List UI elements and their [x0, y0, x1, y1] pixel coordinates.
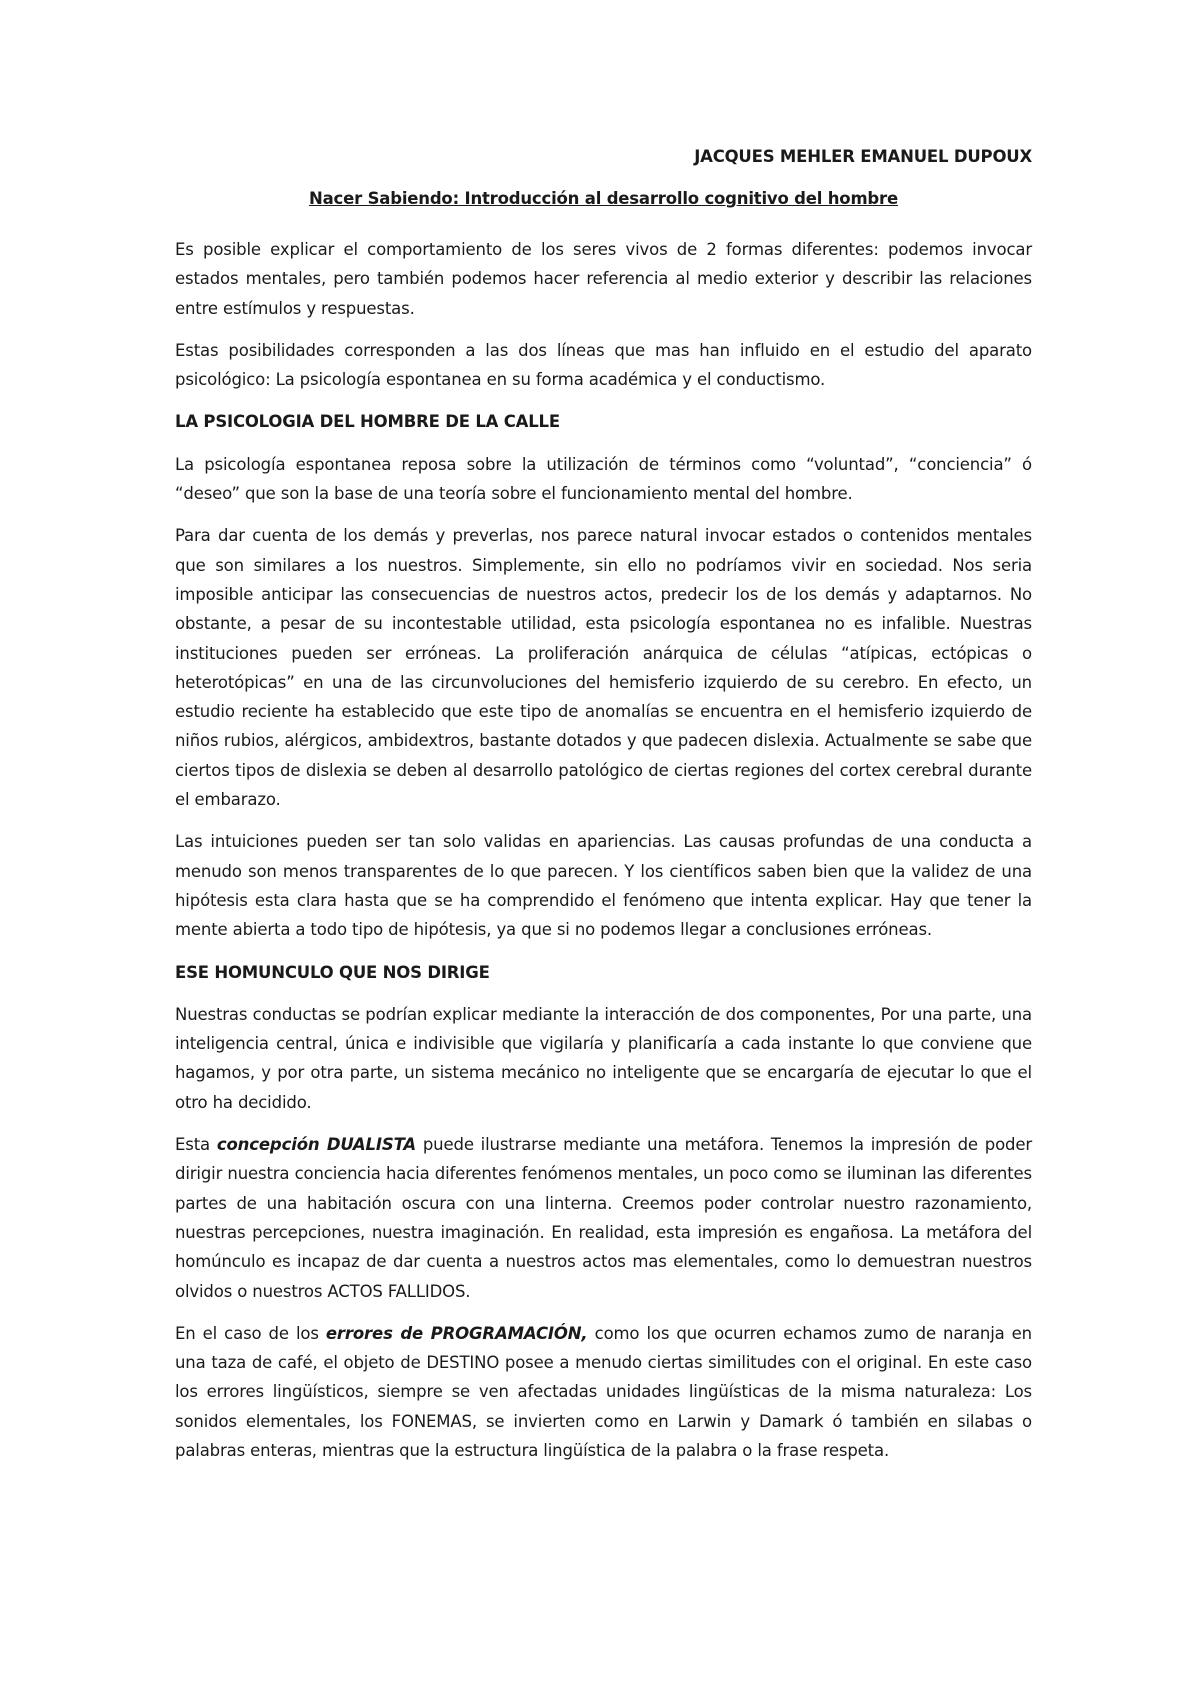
section-heading-psicologia: LA PSICOLOGIA DEL HOMBRE DE LA CALLE — [175, 412, 560, 432]
paragraph-1: Es posible explicar el comportamiento de los seres vivos de 2 formas diferentes: podemos invocar estados mentales, pero también podemos hacer referencia al medio exterior y describir las relaciones entre estímulos y respuestas. — [175, 240, 1032, 318]
paragraph-6: Nuestras conductas se podrían explicar mediante la interacción de dos componentes, Por una parte, una inteligencia central, única e indivisible que vigilaría y planificaría a cada instante lo que conviene que hagamos, y por otra parte, un sistema mecánico no inteligente que se encargaría de ejecutar lo que el otro ha decidido. — [175, 1004, 1032, 1112]
paragraph-8-start: En el caso de los — [175, 1323, 326, 1343]
paragraph-2: Estas posibilidades corresponden a las dos líneas que mas han influido en el estudio del aparato psicológico: La psicología espontanea en su forma académica y el conductismo. — [175, 340, 1032, 390]
paragraph-3: La psicología espontanea reposa sobre la utilización de términos como “voluntad”, “conciencia” ó “deseo” que son la base de una teoría sobre el funcionamiento mental del hombre. — [175, 454, 1032, 504]
paragraph-7 — [175, 1130, 1032, 1306]
paragraph-4: Para dar cuenta de los demás y preverlas, nos parece natural invocar estados o contenidos mentales que son similares a los nuestros. Simplemente, sin ello no podríamos vivir en sociedad. Nos seria imposible anticipar las consecuencias de nuestros actos, predecir los de los demás y adaptarnos. No obstante, a pesar de su incontestable utilidad, esta psicología espontanea no es infalible. Nuestras instituciones pueden ser erróneas. La proliferación anárquica de células “atípicas, ectópicas o heterotópicas” en una de las circunvoluciones del hemisferio izquierdo de su cerebro. En efecto, un estudio reciente ha establecido que este tipo de anomalías se encuentra en el hemisferio izquierdo de niños rubios, alérgicos, ambidextros, bastante dotados y que padecen dislexia. Actualmente se sabe que ciertos tipos de dislexia se deben al desarrollo patológico de ciertas regiones del cortex cerebral durante el embarazo. — [175, 526, 1032, 810]
emphasis-concepcion-dualista: concepción DUALISTA — [216, 1135, 417, 1155]
paragraph-8 — [175, 1319, 1032, 1465]
document-page — [175, 0, 1032, 1698]
paragraph-7-rest: puede ilustrarse mediante una metáfora. Tenemos la impresión de poder dirigir nuestra conciencia hacia diferentes fenómenos mentales, un poco como se iluminan las diferentes partes de una habitación oscura con una linterna. Creemos poder controlar nuestro razonamiento, nuestras percepciones, nuestra imaginación. En realidad, esta impresión es engañosa. La metáfora del homúnculo es incapaz de dar cuenta a nuestros actos mas elementales, como lo demuestran nuestros olvidos o nuestros ACTOS FALLIDOS. — [175, 1135, 1032, 1301]
document-body — [175, 235, 1032, 1478]
paragraph-8-rest: como los que ocurren echamos zumo de naranja en una taza de café, el objeto de DESTINO posee a menudo ciertas similitudes con el original. En este caso los errores lingüísticos, siempre se ven afectadas unidades lingüísticas de la misma naturaleza: Los sonidos elementales, los FONEMAS, se invierten como en Larwin y Damark ó también en silabas o palabras enteras, mientras que la estructura lingüística de la palabra o la frase respeta. — [175, 1323, 1032, 1460]
paragraph-5: Las intuiciones pueden ser tan solo validas en apariencias. Las causas profundas de una conducta a menudo son menos transparentes de lo que parecen. Y los científicos saben bien que la validez de una hipótesis esta clara hasta que se ha comprendido el fenómeno que intenta explicar. Hay que tener la mente abierta a todo tipo de hipótesis, ya que si no podemos llegar a conclusiones erróneas. — [175, 832, 1032, 940]
paragraph-7-start: Esta — [175, 1135, 217, 1155]
section-heading-homunculo: ESE HOMUNCULO QUE NOS DIRIGE — [175, 962, 490, 982]
emphasis-errores-programacion: errores de PROGRAMACIÓN, — [325, 1323, 588, 1343]
document-title: Nacer Sabiendo: Introducción al desarrollo cognitivo del hombre — [309, 189, 898, 208]
document-author: JACQUES MEHLER EMANUEL DUPOUX — [694, 147, 1032, 166]
